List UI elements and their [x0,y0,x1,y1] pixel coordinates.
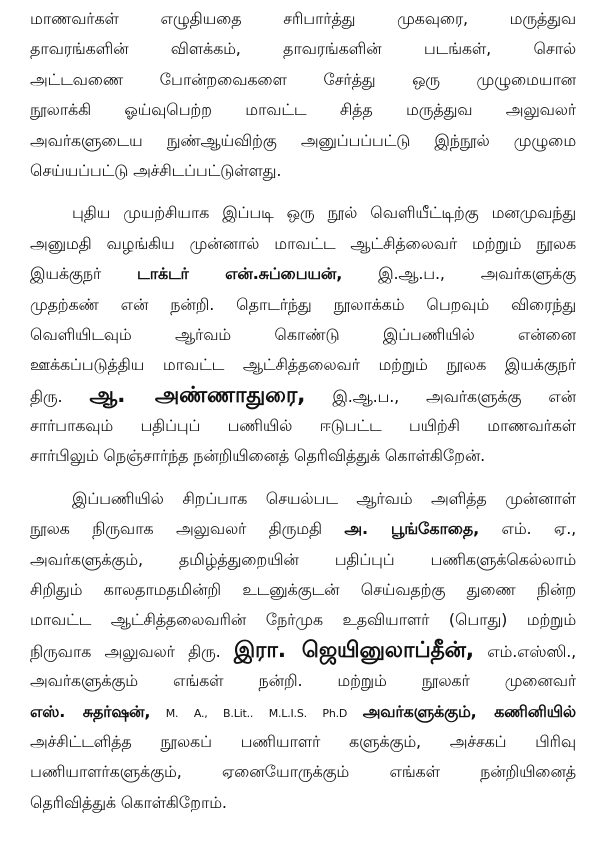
text-line: மாணவர்கள் எழுதியதை சரிபார்த்து முகவுரை, மருத்துவ [30,9,576,28]
honoree-name: இரா. ஜெயினுலாப்தீன், [233,637,474,663]
text-run: எம்.எஸ்ஸி., [473,641,576,661]
text-run: திரு. [30,386,90,406]
text-run: எம். ஏ., [479,519,576,539]
text-run: இயக்குநர் [30,264,138,284]
text-line: மாவட்ட ஆட்சித்தலைவரின் நேர்முக உதவியாளர் (பொது) மற்றும் [30,610,576,630]
text-line: அவர்களுடைய நுண்ஆய்விற்கு அனுப்பப்பட்டு இந்நூல் முழுமை [30,130,576,150]
paragraph-1 [30,4,576,186]
honoree-name: ஆ. அண்ணாதுரை, [89,382,306,408]
text-line: தாவரங்களின் விளக்கம், தாவரங்களின் படங்கள், சொல் [30,39,576,59]
honoree-name: டாக்டர் என்.சுப்பையன், [137,264,343,284]
text-run: அவர்களுக்கும், கணினியில் [362,701,576,721]
text-line: செய்யப்பட்டு அச்சிடப்பட்டுள்ளது. [30,160,282,180]
text-line-with-name [30,381,576,411]
paragraph-3 [30,484,576,818]
text-line-with-name [30,514,576,544]
text-line: அனுமதி வழங்கிய முன்னால் மாவட்ட ஆட்சித்லைவர் மற்றும் நூலக [30,233,576,253]
text-line-with-name [30,636,576,666]
honoree-name: எஸ். சுதர்ஷன், [30,701,151,721]
degree-list: M. A., B.Lit.. M.L.I.S. Ph.D [150,706,363,720]
text-line: அவர்களுக்கும், தமிழ்த்துறையின் பதிப்புப் பணிகளுக்கெல்லாம் [30,549,576,569]
text-line: இப்பணியில் சிறப்பாக செயல்பட ஆர்வம் அளித்த முன்னாள் [72,488,576,508]
text-line: வெளியிடவும் ஆர்வம் கொண்டு இப்பணியில் என்னை [30,324,576,344]
text-line: தெரிவித்துக் கொள்கிறோம். [30,792,227,812]
text-line: பணியாளர்களுக்கும், ஏனையோருக்கும் எங்கள் நன்றியினைத் [30,762,576,782]
text-line: சார்பாகவும் பதிப்புப் பணியில் ஈடுபட்ட பயிற்சி மாணவர்கள் [30,416,576,436]
text-line: முதற்கண் என் நன்றி. தொடர்ந்து நூலாக்கம் பெறவும் விரைந்து [30,294,576,314]
text-line: சிறிதும் காலதாமதமின்றி உடனுக்குடன் செய்வதற்கு துணை நின்ற [30,580,576,600]
text-line: சார்பிலும் நெஞ்சார்ந்த நன்றியினைத் தெரிவித்துக் கொள்கிறேன். [30,446,486,466]
honoree-name: அ. பூங்கோதை, [344,519,480,539]
text-line: அச்சிட்டளித்த நூலகப் பணியாளர் களுக்கும், அச்சகப் பிரிவு [30,731,576,751]
text-line: ஊக்கப்படுத்திய மாவட்ட ஆட்சித்தலைவர் மற்றும் நூலக இயக்குநர் [30,355,576,375]
text-run: இ.ஆ.ப., அவர்களுக்கு [342,264,576,284]
paragraph-2 [30,198,576,472]
text-run: இ.ஆ.ப., அவர்களுக்கு என் [305,386,576,406]
paragraph-gap [30,186,576,198]
text-line: அட்டவணை போன்றவைகளை சேர்த்து ஒரு முழுமையான [30,69,576,89]
text-line: புதிய முயற்சியாக இப்படி ஒரு நூல் வெளியீட்டிற்கு மனமுவந்து [72,203,576,223]
text-line-with-name [30,697,576,727]
paragraph-gap [30,472,576,484]
text-line-with-name [30,259,576,289]
text-run: நிருவாக அலுவலர் திரு. [30,641,234,661]
text-line: நூலாக்கி ஓய்வுபெற்ற மாவட்ட சித்த மருத்துவ அலுவலர் [30,100,576,120]
text-line: அவர்களுக்கும் எங்கள் நன்றி. மற்றும் நூலகர் முனைவர் [30,671,576,691]
text-run: நூலக நிருவாக அலுவலர் திருமதி [30,519,345,539]
